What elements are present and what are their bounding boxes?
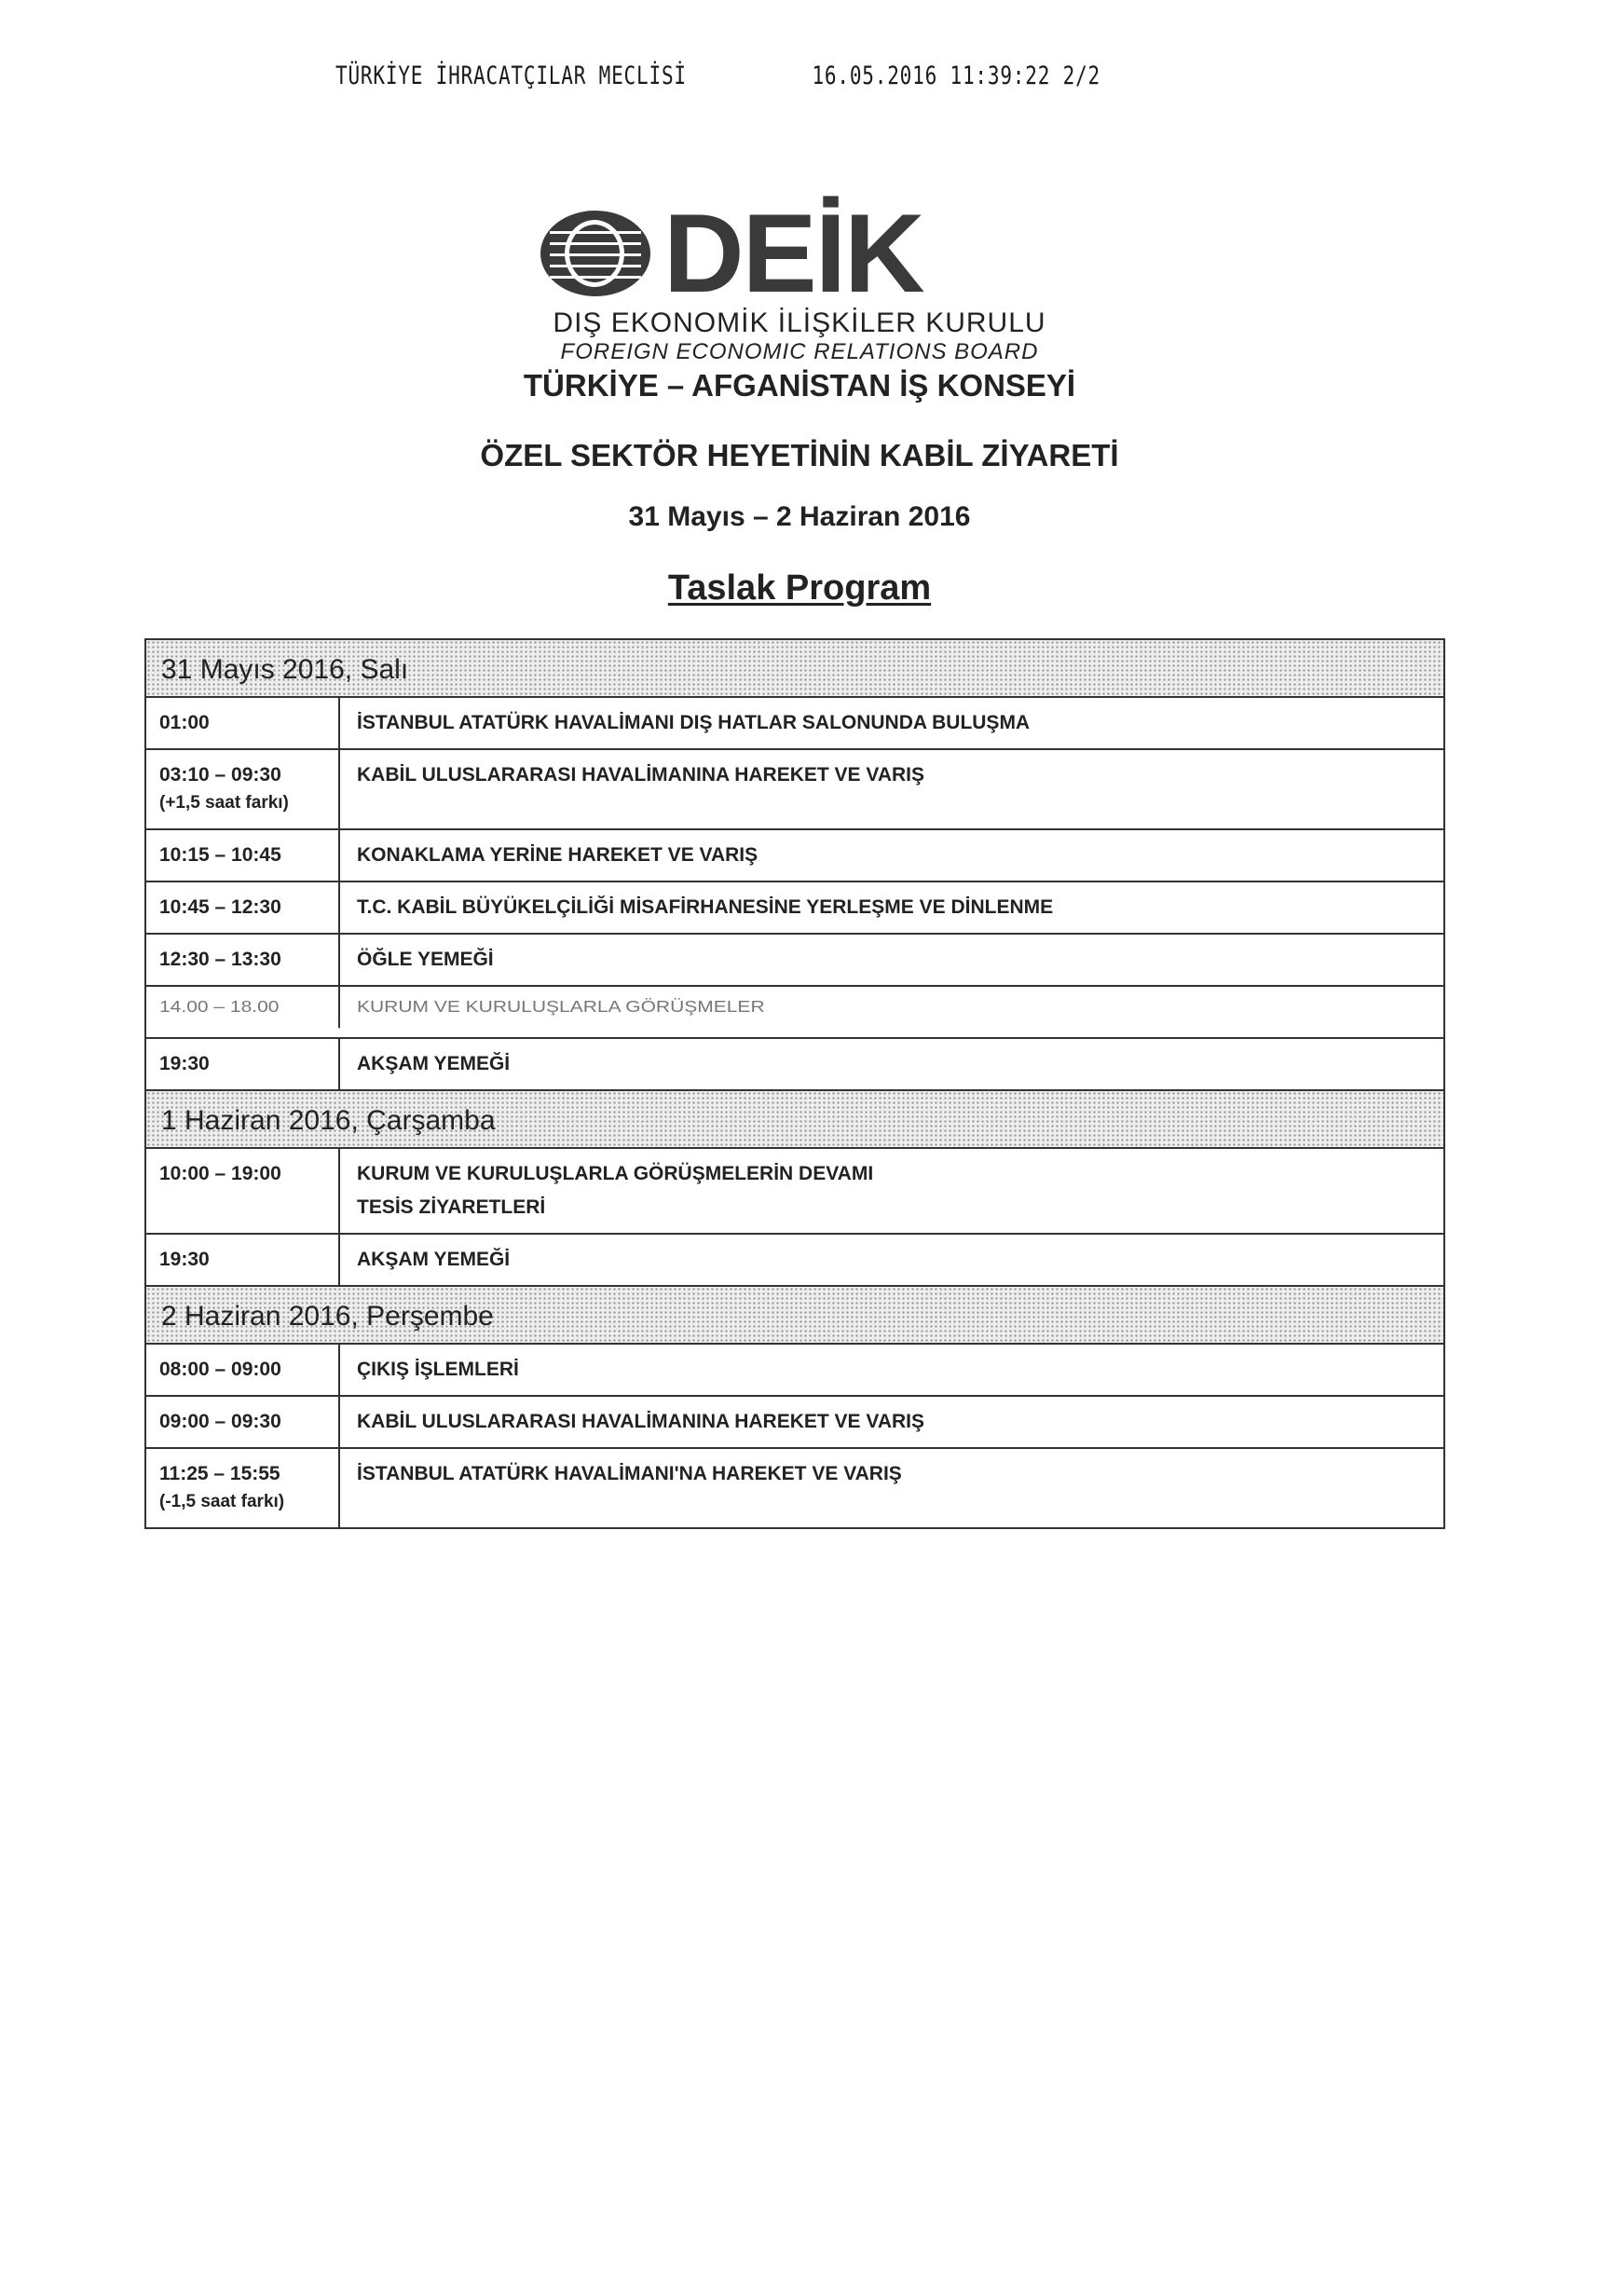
time-cell [146,1449,340,1527]
activity-cell [340,1149,1443,1233]
time-difference-note: (-1,5 saat farkı) [159,1492,285,1511]
schedule-row [146,1039,1443,1091]
time-difference-note: (+1,5 saat farkı) [159,793,289,813]
time-range: 09:00 – 09:30 [159,1411,281,1432]
activity-text: AKŞAM YEMEĞİ [357,1249,511,1270]
schedule-row [146,1345,1443,1397]
activity-text: KONAKLAMA YERİNE HAREKET VE VARIŞ [357,844,758,866]
day-header: 31 Mayıs 2016, Salı [146,640,1443,698]
schedule-row [146,750,1443,830]
time-cell [146,1039,340,1089]
activity-cell [340,1449,1443,1527]
schedule-row [146,1449,1443,1527]
visit-title: ÖZEL SEKTÖR HEYETİNİN KABİL ZİYARETİ [480,438,1119,472]
activity-cell [340,1235,1443,1285]
time-cell [146,750,340,828]
time-cell [146,935,340,985]
schedule-row [146,987,1443,1039]
schedule-row [146,1397,1443,1449]
time-range: 10:45 – 12:30 [159,896,281,918]
program-title: Taslak Program [667,568,932,608]
activity-text: ÖĞLE YEMEĞİ [357,949,494,970]
time-cell [146,1149,340,1233]
activity-text: AKŞAM YEMEĞİ [357,1053,511,1074]
time-cell [146,830,340,881]
activity-text: TESİS ZİYARETLERİ [357,1196,546,1218]
activity-text: KURUM VE KURULUŞLARLA GÖRÜŞMELERİN DEVAMI [357,1163,874,1184]
activity-text: KABİL ULUSLARARASI HAVALİMANINA HAREKET VE VARIŞ [357,764,925,786]
time-range: 14.00 – 18.00 [159,998,280,1017]
activity-cell [340,750,1443,828]
schedule-row [146,882,1443,935]
activity-text: KURUM VE KURULUŞLARLA GÖRÜŞMELER [357,998,765,1017]
activity-cell [340,1039,1443,1089]
activity-cell [340,935,1443,985]
activity-cell [340,830,1443,881]
globe-logo-icon [540,211,650,296]
time-range: 08:00 – 09:00 [159,1359,281,1380]
schedule-row [146,698,1443,750]
activity-text: İSTANBUL ATATÜRK HAVALİMANI'NA HAREKET VE VARIŞ [357,1463,902,1484]
activity-text: İSTANBUL ATATÜRK HAVALİMANI DIŞ HATLAR SALONUNDA BULUŞMA [357,712,1031,733]
time-cell [146,1397,340,1447]
time-range: 11:25 – 15:55 [159,1463,280,1484]
activity-cell [340,1397,1443,1447]
visit-dates: 31 Mayıs – 2 Haziran 2016 [628,501,971,532]
activity-cell [340,882,1443,933]
activity-text: T.C. KABİL BÜYÜKELÇİLİĞİ MİSAFİRHANESİNE YERLEŞME VE DİNLENME [357,896,1054,918]
time-range: 10:00 – 19:00 [159,1163,281,1184]
activity-cell [340,698,1443,748]
schedule-row [146,830,1443,882]
schedule-row [146,1235,1443,1287]
time-range: 03:10 – 09:30 [159,764,281,786]
time-cell [146,987,340,1028]
time-cell [146,882,340,933]
logo-wordmark: DEİK [663,191,923,316]
time-range: 12:30 – 13:30 [159,949,281,970]
organization-name-tr: DIŞ EKONOMİK İLİŞKİLER KURULU [553,308,1046,338]
activity-text: KABİL ULUSLARARASI HAVALİMANINA HAREKET VE VARIŞ [357,1411,925,1432]
schedule-row [146,935,1443,987]
business-council-title: TÜRKİYE – AFGANİSTAN İŞ KONSEYİ [523,368,1076,403]
time-cell [146,1345,340,1395]
day-header: 1 Haziran 2016, Çarşamba [146,1091,1443,1149]
time-range: 10:15 – 10:45 [159,844,281,866]
schedule-table [144,638,1445,1529]
fax-header: TÜRKİYE İHRACATÇILAR MECLİSİ 16.05.2016 11:39:22 2/2 [335,62,1101,90]
deik-logo [540,191,969,316]
time-range: 19:30 [159,1249,210,1270]
time-cell [146,1235,340,1285]
organization-name-en: FOREIGN ECONOMIC RELATIONS BOARD [560,339,1039,364]
time-range: 19:30 [159,1053,210,1074]
schedule-row [146,1149,1443,1235]
day-header: 2 Haziran 2016, Perşembe [146,1287,1443,1345]
time-range: 01:00 [159,712,210,733]
activity-cell [340,987,1443,1028]
time-cell [146,698,340,748]
activity-text: ÇIKIŞ İŞLEMLERİ [357,1359,519,1380]
activity-cell [340,1345,1443,1395]
